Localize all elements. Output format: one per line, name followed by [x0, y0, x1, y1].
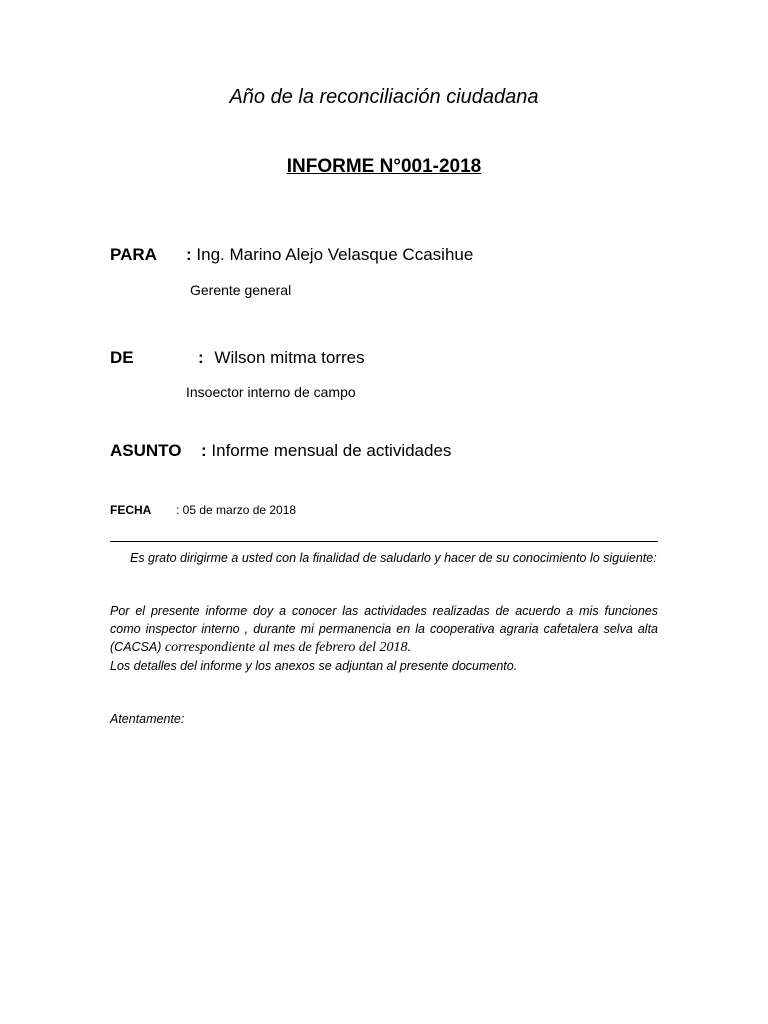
closing-text: Atentamente:: [110, 712, 185, 726]
fecha-value: : 05 de marzo de 2018: [176, 503, 297, 517]
de-colon: :: [198, 348, 204, 367]
annex-line: Los detalles del informe y los anexos se adjuntan al presente documento.: [110, 659, 518, 673]
de-role: Insoector interno de campo: [186, 384, 356, 400]
greeting-paragraph: Es grato dirigirme a usted con la finalidad de saludarlo y hacer de su conocimiento lo siguiente:: [130, 551, 657, 565]
header-divider: [110, 541, 658, 542]
report-title: [0, 156, 768, 178]
asunto-value: [201, 441, 451, 461]
year-motto: Año de la reconciliación ciudadana: [229, 86, 539, 108]
para-colon: :: [186, 245, 192, 264]
asunto-colon: :: [201, 441, 207, 460]
fecha-label: FECHA: [110, 503, 152, 517]
asunto-text: Informe mensual de actividades: [211, 441, 452, 460]
para-label: PARA: [110, 245, 157, 264]
main-paragraph-text: Por el presente informe doy a conocer las actividades realizadas de acuerdo a mis funciones como inspector interno , durante mi permanencia en la cooperativa agraria cafetalera selva alta (CACSA): [110, 604, 658, 654]
de-label: DE: [110, 348, 134, 367]
de-name: Wilson mitma torres: [214, 348, 365, 367]
report-title-text: INFORME N°001-2018: [286, 156, 482, 177]
para-value: [186, 245, 473, 265]
para-role: Gerente general: [190, 282, 292, 298]
asunto-label: ASUNTO: [110, 441, 182, 460]
main-paragraph-period: correspondiente al mes de febrero del 2018.: [164, 640, 412, 655]
de-value: [198, 348, 365, 368]
main-paragraph: [110, 602, 658, 657]
para-name: Ing. Marino Alejo Velasque Ccasihue: [196, 245, 474, 264]
